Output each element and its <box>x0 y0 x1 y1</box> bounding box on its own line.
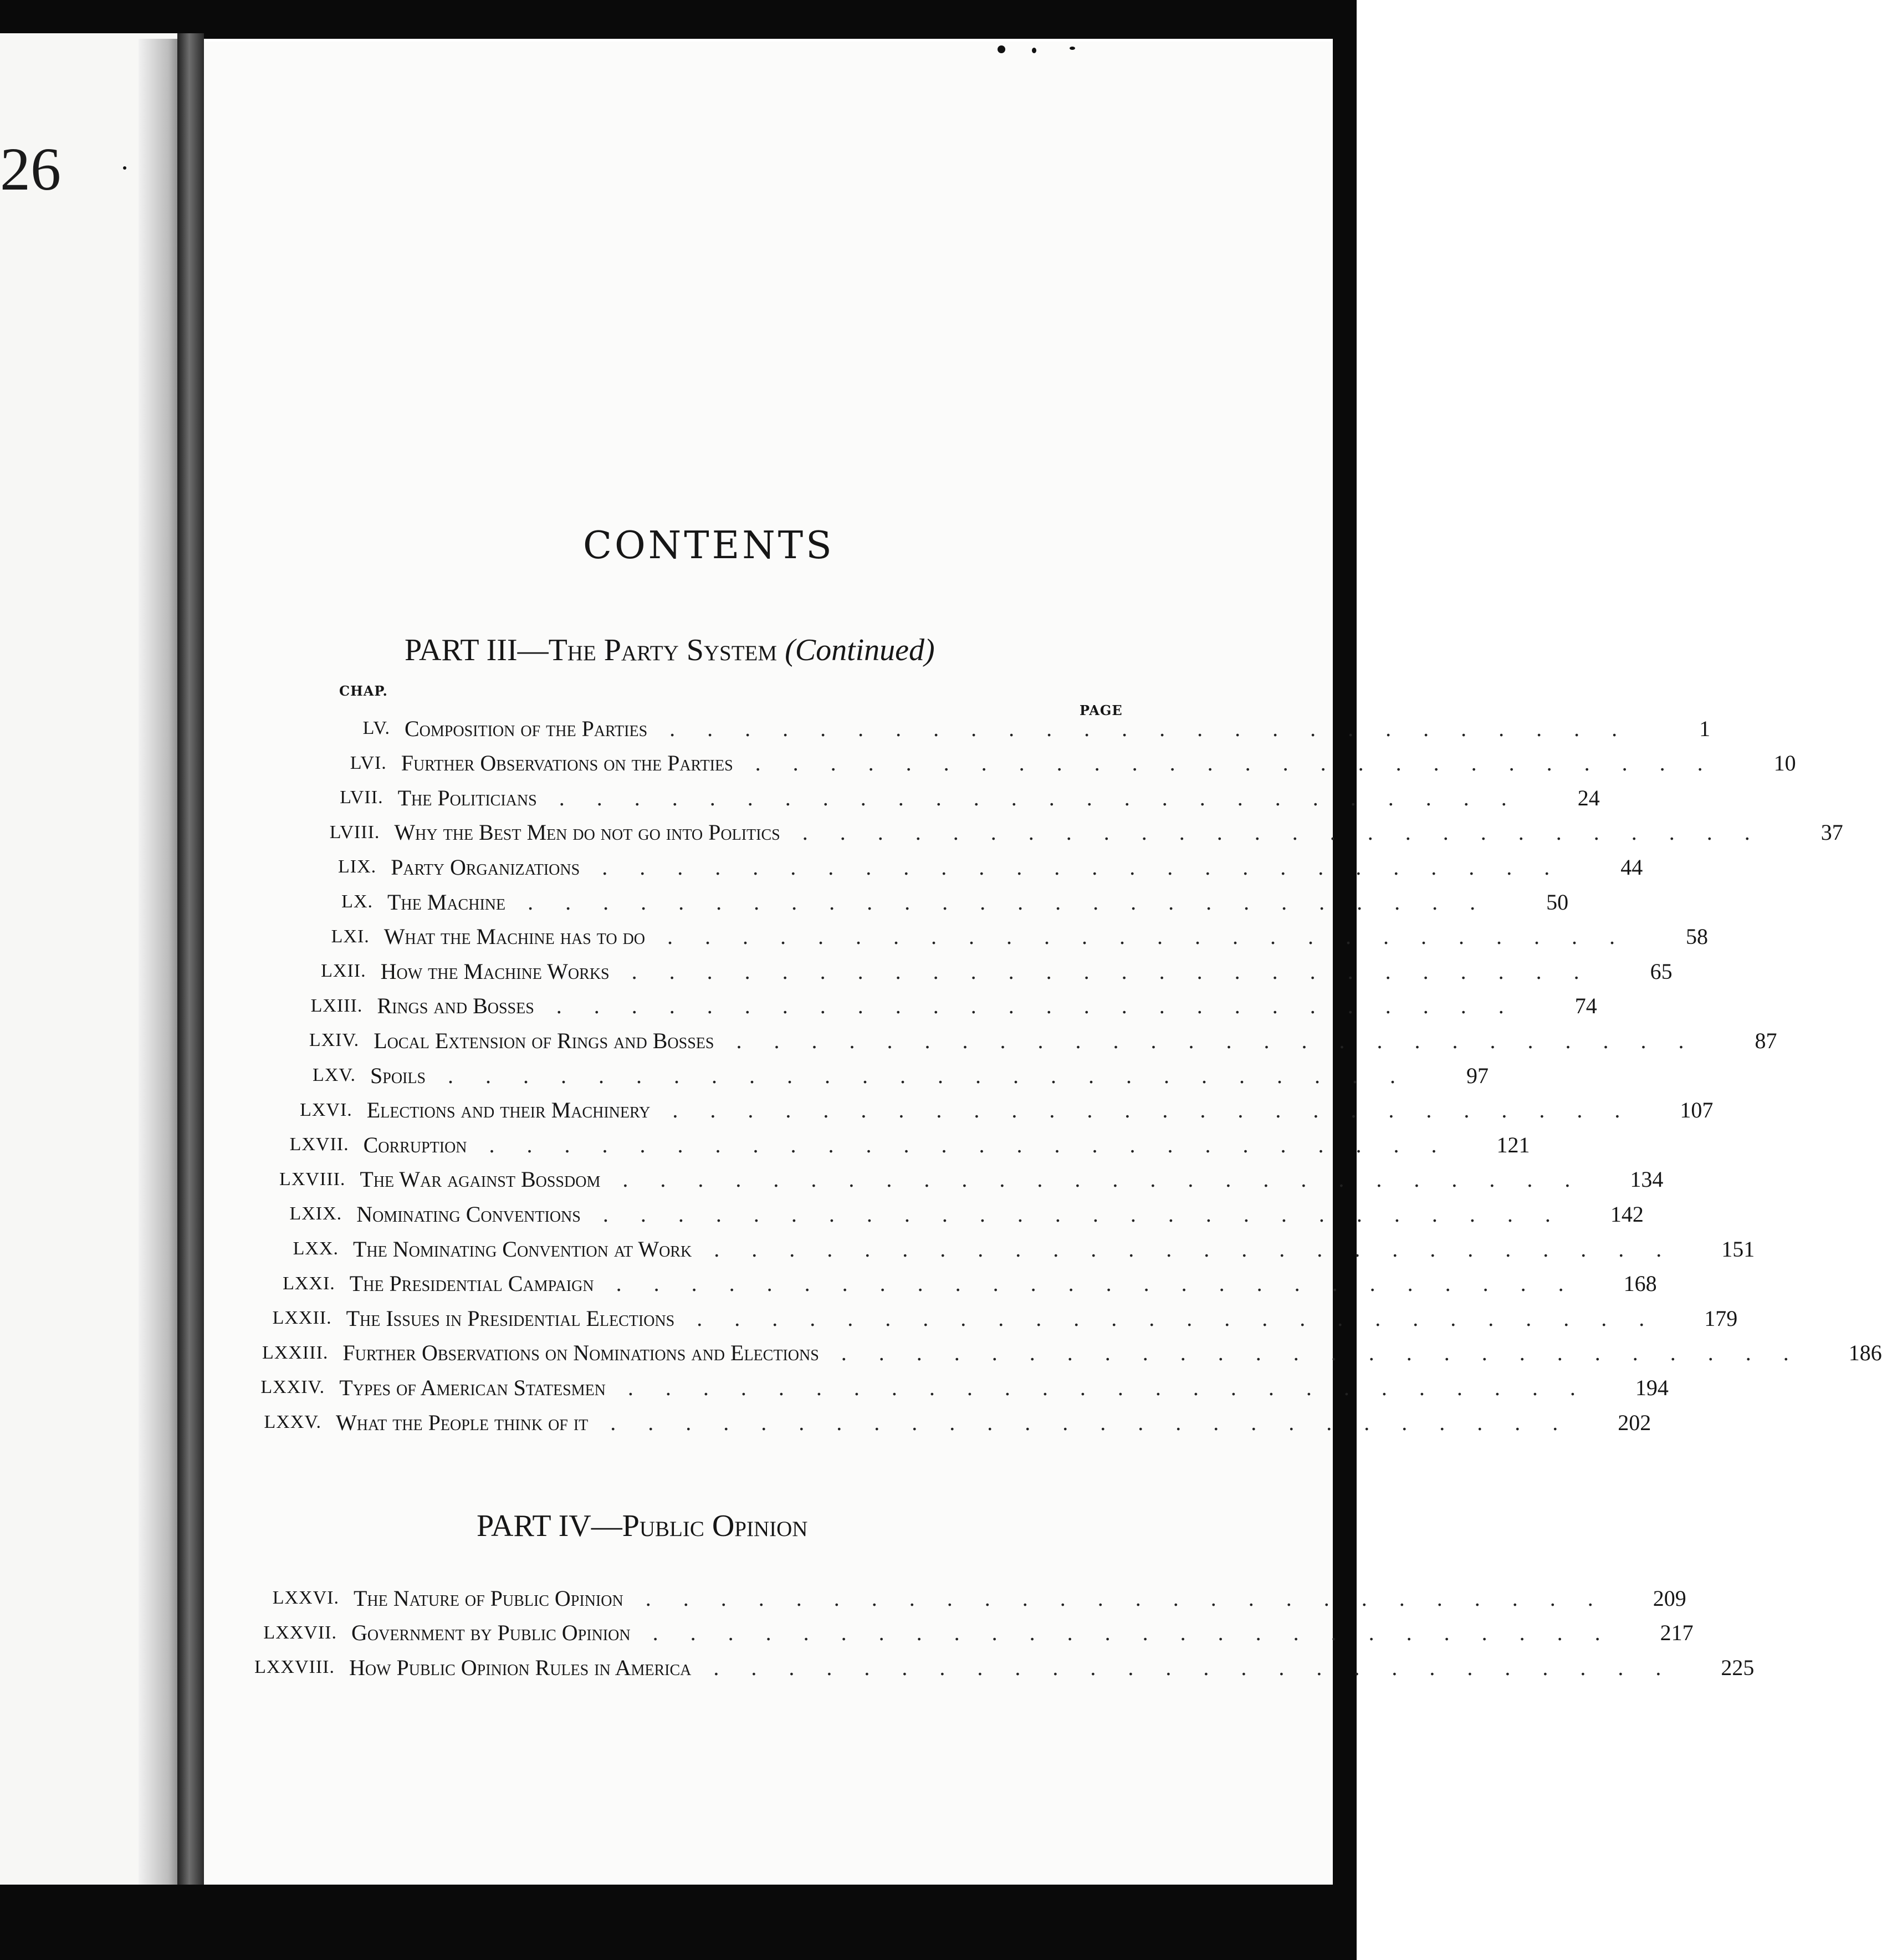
chapter-title: How the Machine Works <box>380 958 610 984</box>
contents-entry[interactable] <box>237 957 1673 985</box>
dot-leader: .......................... <box>610 1410 1591 1435</box>
page-number: 209 <box>1653 1585 1686 1611</box>
contents-entry[interactable] <box>212 1200 1644 1228</box>
contents-entry[interactable] <box>247 853 1643 881</box>
chapter-title: Further Observations on Nominations and Elections <box>342 1340 819 1366</box>
chapter-column-label: CHAP. <box>339 683 388 699</box>
chapter-number: LXXVII. <box>263 1622 337 1643</box>
contents-entry[interactable] <box>209 1235 1755 1263</box>
chapter-number: LXIII. <box>310 995 363 1016</box>
contents-entry[interactable] <box>216 1166 1664 1193</box>
page-number: 50 <box>1546 889 1569 915</box>
chapter-title: The Politicians <box>397 785 537 810</box>
chapter-title: The Presidential Campaign <box>349 1271 594 1297</box>
contents-entry[interactable] <box>233 992 1597 1020</box>
chapter-title: Elections and their Machinery <box>366 1098 651 1123</box>
chapter-number: LVIII. <box>329 821 380 843</box>
part-name: Public Opinion <box>622 1509 808 1543</box>
page-number: 1 <box>1699 716 1711 741</box>
dot-leader: .......................... <box>602 854 1582 880</box>
chapter-title: The Nature of Public Opinion <box>354 1585 623 1611</box>
chapter-title: The Machine <box>387 889 506 915</box>
facing-page-number: 26 <box>0 135 61 203</box>
chapter-title: Nominating Conventions <box>356 1201 581 1227</box>
page-number: 24 <box>1577 785 1600 810</box>
chapter-number: LXIV. <box>309 1030 360 1051</box>
dot-leader: .......................... <box>802 820 1782 845</box>
dot-leader: .......................... <box>713 1655 1694 1680</box>
contents-entry[interactable] <box>198 1339 1882 1367</box>
dot-leader: .......................... <box>667 924 1648 950</box>
page-number: 37 <box>1820 820 1843 845</box>
chapter-title: The Nominating Convention at Work <box>353 1236 692 1262</box>
page-number: 107 <box>1680 1098 1714 1123</box>
dot-leader: .......................... <box>556 993 1536 1019</box>
dot-leader: .......................... <box>489 1132 1469 1157</box>
dot-leader: .......................... <box>622 1167 1603 1192</box>
page-number: 10 <box>1773 751 1796 776</box>
dot-leader: .......................... <box>528 889 1508 915</box>
chapter-number: LXXI. <box>283 1273 335 1294</box>
dot-leader: .......................... <box>448 1063 1428 1088</box>
contents-entry[interactable] <box>226 1061 1489 1089</box>
chapter-title: Further Observations on the Parties <box>401 751 733 776</box>
chapter-number: LXII. <box>321 961 366 982</box>
contents-entry[interactable] <box>240 923 1709 951</box>
page-number: 44 <box>1620 854 1643 880</box>
chapter-title: Party Organizations <box>391 854 580 880</box>
contents-entry[interactable] <box>229 1027 1777 1054</box>
part-label: PART III— <box>405 633 549 667</box>
chapter-number: LXI. <box>331 926 370 947</box>
page-number: 202 <box>1618 1410 1651 1435</box>
chapter-title: Spoils <box>370 1063 426 1088</box>
dot-leader: .......................... <box>627 1375 1608 1400</box>
chapter-title: How Public Opinion Rules in America <box>349 1655 692 1680</box>
chapter-number: LXIX. <box>289 1203 342 1224</box>
page-number: 151 <box>1721 1236 1755 1262</box>
chapter-number: LVI. <box>350 752 387 773</box>
page-number: 65 <box>1650 958 1673 984</box>
chapter-title: Local Extension of Rings and Bosses <box>374 1028 714 1053</box>
contents-entry[interactable] <box>223 1096 1714 1124</box>
chapter-number: LX. <box>341 891 373 912</box>
chapter-number: LXVI. <box>300 1099 352 1120</box>
contents-entry[interactable] <box>260 714 1711 742</box>
chapter-title: Corruption <box>363 1132 467 1157</box>
contents-entry[interactable] <box>195 1374 1669 1401</box>
page-number: 74 <box>1574 993 1597 1019</box>
part-qualifier: (Continued) <box>785 633 935 667</box>
page-number: 179 <box>1704 1305 1738 1331</box>
page-number: 168 <box>1623 1271 1657 1297</box>
dot-leader: .......................... <box>697 1305 1677 1331</box>
chapter-title: What the People think of it <box>336 1410 589 1435</box>
contents-entry[interactable] <box>206 1270 1657 1298</box>
chapter-title: Government by Public Opinion <box>351 1620 631 1646</box>
page-number: 134 <box>1630 1167 1664 1192</box>
chapter-number: LXXVI. <box>272 1588 339 1608</box>
dot-leader: .......................... <box>714 1236 1694 1262</box>
page-number: 97 <box>1466 1063 1489 1088</box>
chapter-number: LIX. <box>338 856 377 877</box>
chapter-title: Why the Best Men do not go into Politics <box>394 820 780 845</box>
contents-entry[interactable] <box>257 749 1796 777</box>
page-number: 225 <box>1721 1655 1755 1680</box>
chapter-number: LVII. <box>340 787 383 808</box>
page-number: 217 <box>1660 1620 1694 1646</box>
chapter-title: Rings and Bosses <box>377 993 534 1019</box>
page-column-label: PAGE <box>1080 702 1123 718</box>
contents-entry[interactable] <box>219 1131 1530 1158</box>
chapter-number: LXVII. <box>289 1134 349 1155</box>
chapter-title: What the Machine has to do <box>383 924 646 950</box>
chapter-title: Types of American Statesmen <box>339 1375 606 1400</box>
chapter-number: LXXV. <box>264 1412 321 1432</box>
page-title: CONTENTS <box>583 524 835 568</box>
page-number: 142 <box>1610 1201 1644 1227</box>
contents-entry[interactable] <box>205 1653 1755 1681</box>
chapter-title: The Issues in Presidential Elections <box>346 1305 675 1331</box>
part-label: PART IV— <box>477 1509 622 1543</box>
dot-leader: .......................... <box>645 1585 1625 1611</box>
chapter-number: LV. <box>362 718 390 738</box>
dot-leader: .......................... <box>841 1340 1821 1366</box>
chapter-number: LXV. <box>313 1065 356 1085</box>
contents-entry[interactable] <box>209 1584 1686 1612</box>
dot-leader: .......................... <box>652 1620 1633 1646</box>
chapter-number: LXVIII. <box>279 1168 346 1190</box>
contents-entry[interactable] <box>250 819 1843 846</box>
chapter-number: LXXVIII. <box>254 1657 335 1678</box>
dot-leader: .......................... <box>631 958 1612 984</box>
contents-entry[interactable] <box>207 1619 1694 1647</box>
contents-entry[interactable] <box>243 888 1569 916</box>
chapter-number: LXXIII. <box>262 1342 329 1363</box>
dot-leader: .......................... <box>616 1271 1596 1297</box>
dot-leader: .......................... <box>669 716 1650 741</box>
chapter-title: The War against Bossdom <box>360 1167 601 1192</box>
dot-leader: .......................... <box>672 1098 1653 1123</box>
chapter-number: LXX. <box>293 1238 339 1259</box>
page-number: 186 <box>1848 1340 1882 1366</box>
dot-leader: .......................... <box>602 1201 1583 1227</box>
dot-leader: .......................... <box>559 785 1539 810</box>
contents-entry[interactable] <box>254 784 1600 811</box>
page-number: 194 <box>1635 1375 1669 1400</box>
chapter-number: LXXII. <box>272 1308 332 1329</box>
page-number: 58 <box>1686 924 1709 950</box>
page-number: 121 <box>1496 1132 1530 1157</box>
dot-leader: .......................... <box>736 1028 1716 1053</box>
page-number: 87 <box>1755 1028 1777 1053</box>
dot-leader: .......................... <box>755 751 1735 776</box>
chapter-title: Composition of the Parties <box>405 716 648 741</box>
part-name: The Party System <box>548 633 778 667</box>
chapter-number: LXXIV. <box>260 1377 325 1398</box>
contents-entry[interactable] <box>192 1408 1651 1436</box>
contents-entry[interactable] <box>202 1304 1738 1332</box>
